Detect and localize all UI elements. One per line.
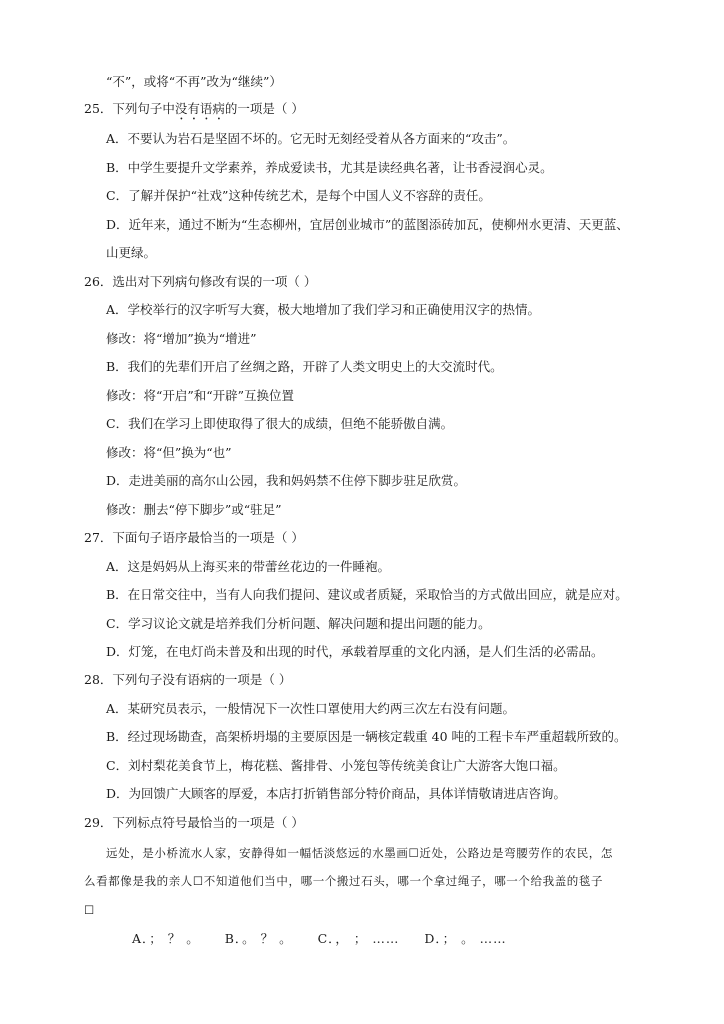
question-27-option-c: C．学习议论文就是培养我们分析问题、解决问题和提出问题的能力。 xyxy=(106,616,491,631)
question-25-stem xyxy=(84,101,304,123)
question-29-option-b: B．。 ？ 。 xyxy=(224,931,293,946)
question-25-prefix: 25．下列句子中 xyxy=(84,101,175,116)
question-28-option-d: D．为回馈广大顾客的厚爱，本店打折销售部分特价商品，具体详情敬请进店咨询。 xyxy=(106,786,567,801)
question-25-option-d: D．近年来，通过不断为“生态柳州，宜居创业城市”的蓝图添砖加瓦，使柳州水更清、天更蓝、 xyxy=(106,217,629,232)
question-27-option-b: B．在日常交往中，当有人向我们提问、建议或者质疑，采取恰当的方式做出回应，就是应对。 xyxy=(106,587,628,602)
question-27-stem: 27．下面句子语序最恰当的一项是（ ） xyxy=(84,530,304,545)
question-26-option-b: B．我们的先辈们开启了丝绸之路，开辟了人类文明史上的大交流时代。 xyxy=(106,359,503,374)
question-25-suffix: 的一项是（ ） xyxy=(224,101,304,116)
question-28-option-b: B．经过现场勘查，高架桥坍塌的主要原因是一辆核定载重 40 吨的工程卡车严重超载所致的。 xyxy=(106,729,627,744)
question-25-option-b: B．中学生要提升文学素养，养成爱读书，尤其是读经典名著，让书香浸润心灵。 xyxy=(106,160,553,175)
question-25-emphasis: 没有语病 xyxy=(174,101,225,116)
question-29-passage-line-1: 远处，是小桥流水人家，安静得如一幅恬淡悠远的水墨画☐近处，公路边是弯腰劳作的农民，怎 xyxy=(106,846,614,860)
question-29-passage-line-2: 么看都像是我的亲人☐不知道他们当中，哪一个搬过石头，哪一个拿过绳子，哪一个给我盖的毯子 xyxy=(84,874,604,888)
question-26-option-c: C．我们在学习上即使取得了很大的成绩，但绝不能骄傲自满。 xyxy=(106,416,454,431)
question-26-stem: 26．选出对下列病句修改有误的一项（ ） xyxy=(84,274,317,289)
question-29-option-c: C．， ； …… xyxy=(317,931,400,946)
question-29-option-d: D．； 。 …… xyxy=(424,931,507,946)
question-25-option-c: C．了解并保护“社戏”这种传统艺术，是每个中国人义不容辞的责任。 xyxy=(106,188,491,203)
question-26-option-d: D．走进美丽的高尔山公园，我和妈妈禁不住停下脚步驻足欣赏。 xyxy=(106,473,467,488)
question-29-stem: 29．下列标点符号最恰当的一项是（ ） xyxy=(84,815,304,830)
question-29-options xyxy=(132,931,507,947)
question-26-fix-b: 修改：将“开启”和“开辟”互换位置 xyxy=(106,388,295,403)
question-26-fix-c: 修改：将“但”换为“也” xyxy=(106,445,232,460)
question-26-fix-d: 修改：删去“停下脚步”或“驻足” xyxy=(106,502,282,517)
question-28-stem: 28．下列句子没有语病的一项是（ ） xyxy=(84,672,292,687)
question-29-passage-line-3: ☐ xyxy=(84,903,95,917)
question-26-option-a: A．学校举行的汉字听写大赛，极大地增加了我们学习和正确使用汉字的热情。 xyxy=(106,302,541,317)
question-28-option-a: A．某研究员表示，一般情况下一次性口罩使用大约两三次左右没有问题。 xyxy=(106,701,516,716)
continued-answer-line: “不”，或将“不再”改为“继续”） xyxy=(106,74,282,89)
question-25-option-d-cont: 山更绿。 xyxy=(106,245,157,260)
question-27-option-a: A．这是妈妈从上海买来的带蕾丝花边的一件睡袍。 xyxy=(106,559,391,574)
question-27-option-d: D．灯笼，在电灯尚未普及和出现的时代，承载着厚重的文化内涵，是人们生活的必需品。 xyxy=(106,644,604,659)
question-25-option-a: A．不要认为岩石是坚固不坏的。它无时无刻经受着从各方面来的“攻击”。 xyxy=(106,131,516,146)
question-29-option-a: A．； ？ 。 xyxy=(132,931,200,946)
question-28-option-c: C．刘村梨花美食节上，梅花糕、酱排骨、小笼包等传统美食让广大游客大饱口福。 xyxy=(106,758,566,773)
question-26-fix-a: 修改：将“增加”换为“增进” xyxy=(106,331,257,346)
